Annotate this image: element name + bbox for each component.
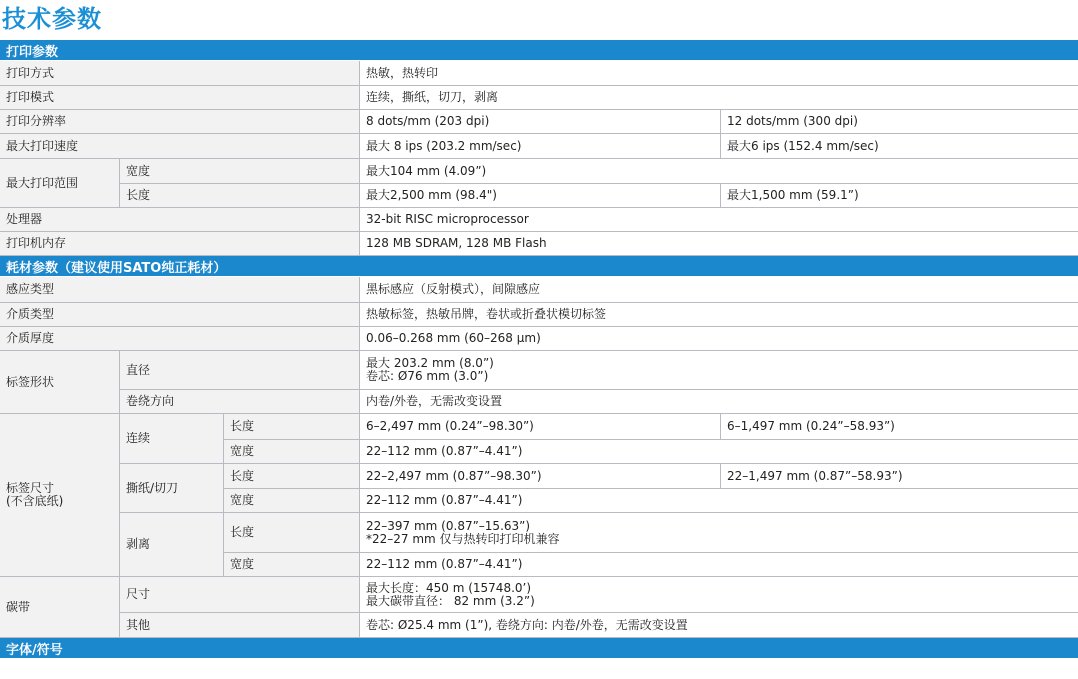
- max-speed-203-value: 最大 8 ips (203.2 mm/sec): [360, 134, 721, 159]
- label-size-label-line2: (不含底纸): [6, 494, 64, 508]
- continuous-label: 连续: [120, 414, 224, 464]
- tear-cut-length-203-value: 22–2,497 mm (0.87”–98.30”): [360, 464, 721, 489]
- ribbon-size-value: [360, 577, 1078, 613]
- continuous-width-value: 22–112 mm (0.87”–4.41”): [360, 440, 1078, 464]
- resolution-label: 打印分辨率: [0, 110, 360, 134]
- resolution-203-value: 8 dots/mm (203 dpi): [360, 110, 721, 134]
- label-shape-diameter-line1: 最大 203.2 mm (8.0”): [366, 356, 494, 370]
- peel-label: 剥离: [120, 513, 224, 577]
- print-area-length-label: 长度: [120, 184, 360, 208]
- memory-value: 128 MB SDRAM, 128 MB Flash: [360, 232, 1078, 256]
- media-thickness-value: 0.06–0.268 mm (60–268 μm): [360, 327, 1078, 351]
- max-speed-300-value: 最大6 ips (152.4 mm/sec): [721, 134, 1078, 159]
- label-size-label: [0, 414, 120, 577]
- print-mode-value: 连续，撕纸，切刀，剥离: [360, 86, 1078, 110]
- print-method-value: 热敏，热转印: [360, 61, 1078, 86]
- print-area-label: 最大打印范围: [0, 159, 120, 208]
- print-method-label: 打印方式: [0, 61, 360, 86]
- label-size-label-line1: 标签尺寸: [6, 481, 55, 495]
- label-shape-winding-value: 内卷/外卷，无需改变设置: [360, 390, 1078, 414]
- print-area-length-300-value: 最大1,500 mm (59.1”): [721, 184, 1078, 208]
- section-consumables: 耗材参数（建议使用SATO纯正耗材）: [0, 256, 1078, 277]
- memory-label: 打印机内存: [0, 232, 360, 256]
- ribbon-other-value: 卷芯: Ø25.4 mm (1”), 卷绕方向: 内卷/外卷，无需改变设置: [360, 613, 1078, 638]
- label-shape-diameter-label: 直径: [120, 351, 360, 390]
- section-print-params: 打印参数: [0, 40, 1078, 61]
- tear-cut-length-300-value: 22–1,497 mm (0.87”–58.93”): [721, 464, 1078, 489]
- peel-width-label: 宽度: [224, 553, 360, 577]
- tear-cut-width-label: 宽度: [224, 489, 360, 513]
- media-thickness-label: 介质厚度: [0, 327, 360, 351]
- print-area-width-label: 宽度: [120, 159, 360, 184]
- continuous-width-label: 宽度: [224, 440, 360, 464]
- max-speed-label: 最大打印速度: [0, 134, 360, 159]
- peel-length-line2: *22–27 mm 仅与热转印打印机兼容: [366, 531, 560, 546]
- continuous-length-203-value: 6–2,497 mm (0.24”–98.30”): [360, 414, 721, 440]
- peel-length-label: 长度: [224, 513, 360, 553]
- tear-cut-length-label: 长度: [224, 464, 360, 489]
- spec-table: [0, 40, 1078, 659]
- sensor-value: 黑标感应（反射模式），间隙感应: [360, 277, 1078, 303]
- label-shape-diameter-value: [360, 351, 1078, 390]
- sensor-label: 感应类型: [0, 277, 360, 303]
- media-type-label: 介质类型: [0, 303, 360, 327]
- processor-value: 32-bit RISC microprocessor: [360, 208, 1078, 232]
- continuous-length-label: 长度: [224, 414, 360, 440]
- processor-label: 处理器: [0, 208, 360, 232]
- ribbon-size-label: 尺寸: [120, 577, 360, 613]
- tear-cut-label: 撕纸/切刀: [120, 464, 224, 513]
- print-mode-label: 打印模式: [0, 86, 360, 110]
- label-shape-diameter-line2: 卷芯: Ø76 mm (3.0”): [366, 369, 489, 383]
- print-area-width-value: 最大104 mm (4.09”): [360, 159, 1078, 184]
- ribbon-other-label: 其他: [120, 613, 360, 638]
- tear-cut-width-value: 22–112 mm (0.87”–4.41”): [360, 489, 1078, 513]
- resolution-300-value: 12 dots/mm (300 dpi): [721, 110, 1078, 134]
- peel-length-value: [360, 513, 1078, 553]
- media-type-value: 热敏标签，热敏吊牌，卷状或折叠状模切标签: [360, 303, 1078, 327]
- ribbon-size-line2: 最大碳带直径： 82 mm (3.2”): [366, 593, 535, 608]
- label-shape-winding-label: 卷绕方向: [120, 390, 360, 414]
- peel-width-value: 22–112 mm (0.87”–4.41”): [360, 553, 1078, 577]
- ribbon-size-line1: 最大长度：450 m (15748.0’): [366, 580, 532, 595]
- print-area-length-203-value: 最大2,500 mm (98.4"): [360, 184, 721, 208]
- ribbon-label: 碳带: [0, 577, 120, 638]
- peel-length-line1: 22–397 mm (0.87”–15.63”): [366, 518, 531, 533]
- continuous-length-300-value: 6–1,497 mm (0.24”–58.93”): [721, 414, 1078, 440]
- label-shape-label: 标签形状: [0, 351, 120, 414]
- page-title: 技术参数: [2, 5, 102, 33]
- section-fonts: 字体/符号: [0, 638, 1078, 659]
